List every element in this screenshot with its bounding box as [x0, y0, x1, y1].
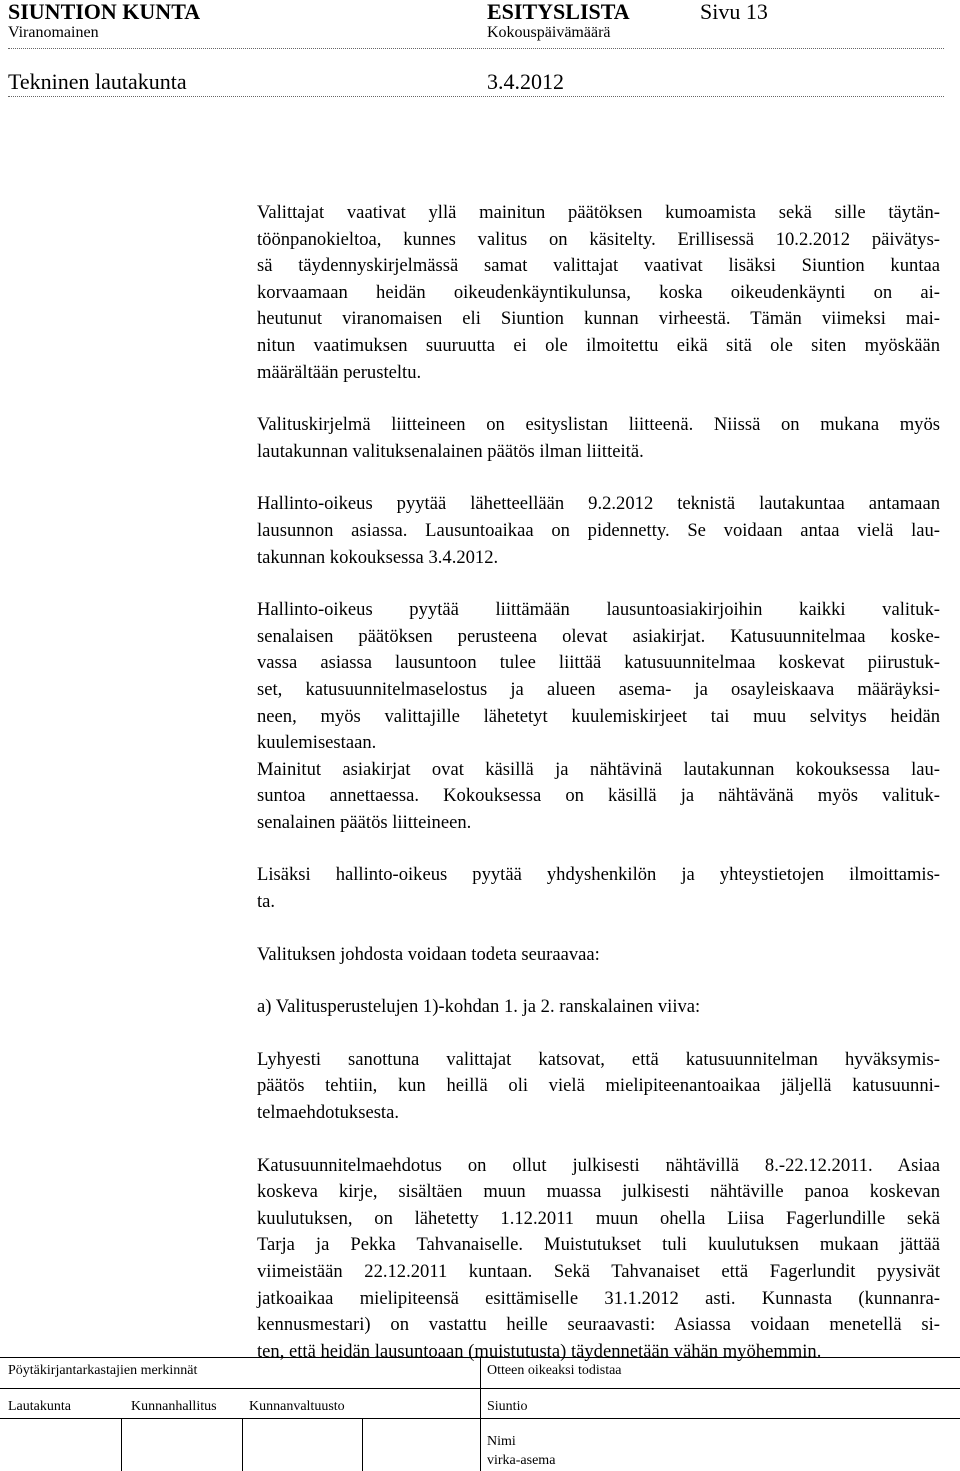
paragraph — [257, 200, 940, 386]
paragraph-line: Tarja ja Pekka Tahvanaiselle. Muistutukset tuli kuulutuksen mukaan jättää — [257, 1234, 940, 1256]
paragraph-line: ten, että heidän lausuntoaan (muistutusta) täydennetään vähän myöhemmin. — [257, 1340, 822, 1362]
paragraph-line: neen, myös valittajille lähetetyt kuulemiskirjeet tai muu selvitys heidän — [257, 705, 940, 727]
footer-column-divider — [242, 1418, 243, 1471]
meeting-date-label: Kokouspäivämäärä — [487, 24, 611, 41]
paragraph — [257, 862, 940, 915]
paragraph-line: nitun vaatimuksen suuruutta ei ole ilmoitettu eikä sitä ole siten myöskään — [257, 334, 940, 356]
title-label: virka-asema — [487, 1453, 556, 1468]
paragraph-line: ta. — [257, 891, 276, 913]
paragraph-line: koskeva kirje, sisältäen muun muassa julkisesti nähtäville panoa koskevan — [257, 1181, 940, 1203]
paragraph — [257, 1153, 940, 1366]
paragraph — [257, 942, 940, 969]
paragraph-line: set, katusuunnitelmaselostus ja alueen asema- ja osayleiskaava määräyksi- — [257, 678, 940, 700]
footer-column-divider — [480, 1357, 481, 1471]
municipality-name: SIUNTION KUNTA — [8, 0, 201, 24]
paragraph-line: suntoa annettaessa. Kokouksessa on käsillä ja nähtävänä myös valituk- — [257, 785, 940, 807]
reviewers-label: Pöytäkirjantarkastajien merkinnät — [8, 1363, 198, 1378]
certified-label: Otteen oikeaksi todistaa — [487, 1363, 622, 1378]
authority-label: Viranomainen — [8, 24, 99, 41]
paragraph-line: vassa asiassa lausuntoon tulee liittää katusuunnitelmaa koskevat piirustuk- — [257, 652, 940, 674]
paragraph-line: Valittajat vaativat yllä mainitun päätöksen kumoamista sekä sille täytän- — [257, 202, 940, 223]
paragraph-line: jatkoaikaa mielipiteensä esittämiselle 31.1.2012 asti. Kunnasta (kunnanra- — [257, 1287, 940, 1309]
paragraph-line: takunnan kokouksessa 3.4.2012. — [257, 546, 499, 568]
document-type: ESITYSLISTA — [487, 0, 630, 24]
paragraph-line: telmaehdotuksesta. — [257, 1102, 399, 1124]
board-label: Lautakunta — [8, 1399, 71, 1414]
paragraph-line: sä täydennyskirjelmässä samat valittajat vaativat lisäksi Siuntion kuntaa — [257, 255, 940, 277]
paragraph-line: määrältään perusteltu. — [257, 361, 422, 383]
header-divider-2 — [8, 96, 944, 97]
paragraph-line: kennusmestari) on vastattu heille seuraavasti: Asiassa voidaan menetellä si- — [257, 1314, 940, 1336]
paragraph-line: Valituskirjelmä liitteineen on esityslistan liitteenä. Niissä on mukana myös — [257, 414, 940, 436]
paragraph-line: senalainen päätös liitteineen. — [257, 811, 472, 833]
page-number: Sivu 13 — [700, 0, 768, 24]
paragraph — [257, 994, 940, 1021]
paragraph — [257, 597, 940, 836]
paragraph-line: kuulemisestaan. — [257, 732, 377, 754]
paragraph-line: Lisäksi hallinto-oikeus pyytää yhdyshenkilön ja yhteystietojen ilmoittamis- — [257, 864, 940, 886]
paragraph-line: a) Valitusperustelujen 1)-kohdan 1. ja 2. ranskalainen viiva: — [257, 996, 701, 1018]
executive-label: Kunnanhallitus — [131, 1399, 217, 1414]
meeting-date: 3.4.2012 — [487, 69, 564, 94]
paragraph-line: lautakunnan valituksenalainen päätös ilman liitteitä. — [257, 440, 644, 462]
paragraph-line: päätös tehtiin, kun heillä oli vielä mielipiteenantoaikaa jäljellä katusuunni- — [257, 1075, 940, 1097]
council-label: Kunnanvaltuusto — [249, 1399, 345, 1414]
paragraph-line: töönpanokieltoa, kunnes valitus on käsitelty. Erillisessä 10.2.2012 päivätys- — [257, 228, 940, 250]
paragraph — [257, 1047, 940, 1127]
paragraph-line: kuulutuksen, on lähetetty 1.12.2011 muun ohella Liisa Fagerlundille sekä — [257, 1207, 940, 1229]
paragraph-line: korvaamaan heidän oikeudenkäyntikulunsa, koska oikeudenkäynti on ai- — [257, 281, 940, 303]
authority-name: Tekninen lautakunta — [8, 69, 187, 94]
header-divider — [8, 48, 944, 49]
footer-column-divider — [362, 1418, 363, 1471]
name-label: Nimi — [487, 1434, 516, 1449]
paragraph — [257, 412, 940, 465]
paragraph-line: Valituksen johdosta voidaan todeta seuraavaa: — [257, 943, 600, 965]
paragraph-line: Hallinto-oikeus pyytää liittämään lausuntoasiakirjoihin kaikki valituk- — [257, 599, 940, 621]
paragraph-line: lausunnon asiassa. Lausuntoaikaa on pidennetty. Se voidaan antaa vielä lau- — [257, 519, 940, 541]
document-body — [257, 200, 940, 1391]
paragraph-line: Katusuunnitelmaehdotus on ollut julkisesti nähtävillä 8.-22.12.2011. Asiaa — [257, 1154, 940, 1176]
paragraph — [257, 491, 940, 571]
paragraph-line: Hallinto-oikeus pyytää lähetteellään 9.2.2012 teknistä lautakuntaa antamaan — [257, 493, 940, 515]
paragraph-line: viimeistään 22.12.2011 kuntaan. Sekä Tahvanaiset että Fagerlundit pyysivät — [257, 1261, 940, 1282]
place-label: Siuntio — [487, 1399, 528, 1414]
paragraph-line: Lyhyesti sanottuna valittajat katsovat, että katusuunnitelman hyväksymis- — [257, 1048, 940, 1070]
paragraph-line: heutunut viranomaisen eli Siuntion kunnan virheestä. Tämän viimeksi mai- — [257, 308, 940, 330]
paragraph-line: senalaisen päätöksen perusteena olevat asiakirjat. Katusuunnitelmaa koske- — [257, 625, 940, 647]
paragraph-line: Mainitut asiakirjat ovat käsillä ja nähtävinä lautakunnan kokouksessa lau- — [257, 758, 940, 780]
footer-column-divider — [121, 1418, 122, 1471]
